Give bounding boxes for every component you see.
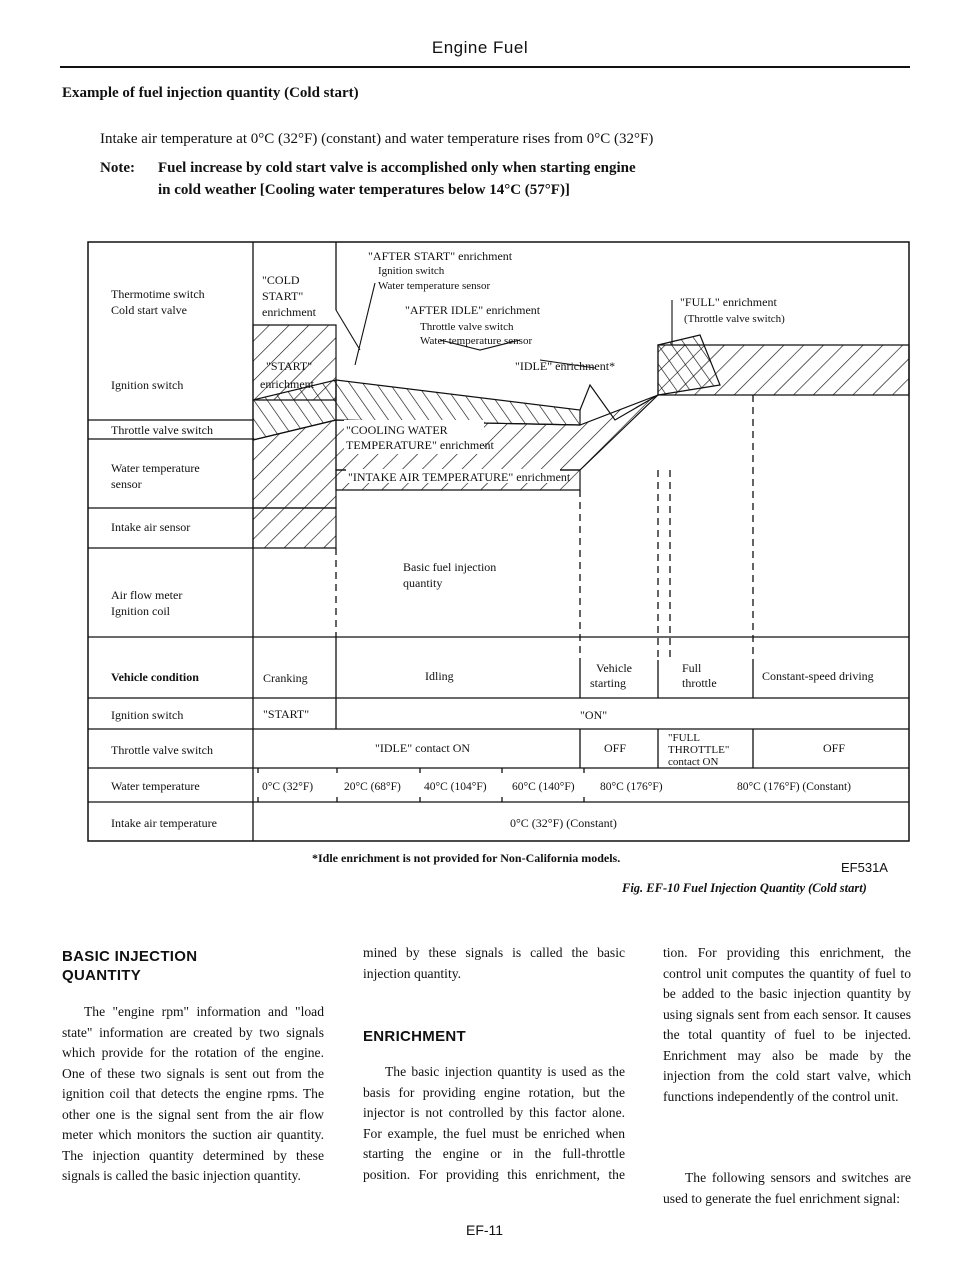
enrichment-heading: ENRICHMENT [363,1028,466,1045]
condition-text: Intake air temperature at 0°C (32°F) (constant) and water temperature rises from 0°C (32°F) [100,131,654,147]
basic-paragraph-continued: mined by these signals is called the basic injection quantity. [363,945,625,981]
basic-heading-line-2: QUANTITY [62,967,142,984]
page-header: Engine Fuel [431,38,529,57]
water-temp-0: 0°C (32°F) [262,781,314,793]
full-sub-label: (Throttle valve switch) [684,313,785,325]
page-number: EF-11 [466,1222,504,1238]
row-label-thermotime: Thermotime switch [111,287,205,301]
after-idle-item-2: Water temperature sensor [420,335,533,347]
constant-speed-cell: Constant-speed driving [762,669,874,683]
cranking-cell: Cranking [263,671,308,685]
after-start-label: "AFTER START" enrichment [368,249,513,263]
ignition-start-cell: "START" [263,707,310,721]
note-label: Note: [100,160,135,176]
throttle-off-cell: OFF [604,741,627,755]
column-2 [363,943,625,1184]
figure-code: EF531A [841,860,888,875]
row-label-water-1: Water temperature [111,461,200,475]
water-temp-60: 60°C (140°F) [512,781,575,793]
vehicle-starting-2: starting [590,676,626,690]
ignition-on-cell: "ON" [580,708,608,722]
full-label: "FULL" enrichment [680,295,777,309]
row-label-water-2: sensor [111,477,142,491]
idle-contact-cell: "IDLE" contact ON [375,741,471,755]
water-temperature-label: Water temperature [111,779,200,793]
after-idle-label: "AFTER IDLE" enrichment [405,303,541,317]
enrichment-paragraph: The basic injection quantity is used as the basis for providing engine rotation, but the injector is not controlled by this factor alone. For example, the fuel must be enriched when starting the engine or in the full-throttle position. For providing this enrichment, the [363,1064,625,1182]
full-throttle-2: throttle [682,676,717,690]
basic-label-2: quantity [403,576,443,590]
vehicle-condition-label: Vehicle condition [111,670,199,684]
intake-air-temp-value: 0°C (32°F) (Constant) [510,816,617,830]
idling-cell: Idling [425,669,454,683]
intake-air-temp-label: Intake air temperature [111,816,217,830]
start-label-2: enrichment [260,377,314,391]
start-label-1: "START" [266,359,313,373]
ignition-switch-label: Ignition switch [111,708,184,722]
cold-start-label-3: enrichment [262,305,316,319]
full-throttle-contact-2: THROTTLE" [668,744,730,756]
cold-start-label-2: START" [262,289,304,303]
row-label-ignition: Ignition switch [111,378,184,392]
full-throttle-contact-3: contact ON [668,756,719,768]
vehicle-starting-1: Vehicle [596,661,632,675]
water-temp-20: 20°C (68°F) [344,781,401,793]
after-idle-item-1: Throttle valve switch [420,321,514,333]
cooling-label-2: TEMPERATURE" enrichment [346,438,494,452]
water-temp-40: 40°C (104°F) [424,781,487,793]
figure-caption: Fig. EF-10 Fuel Injection Quantity (Cold start) [622,881,867,895]
row-label-intake: Intake air sensor [111,520,191,534]
note-line-2: in cold weather [Cooling water temperatures below 14°C (57°F)] [158,182,570,198]
water-temp-constant: 80°C (176°F) (Constant) [737,781,851,793]
throttle-off2-cell: OFF [823,741,846,755]
full-throttle-contact-1: "FULL [668,732,700,744]
enrichment-paragraph-continued: tion. For providing this enrichment, the control unit computes the quantity of fuel to be added to the basic injection quantity by using signals sent from each sensor. It causes the total quantity of fuel to be injected. Enrichment may also be made by the injection from the cold start valve, which functions independently of the control unit. [663,945,911,1104]
row-label-airflow-2: Ignition coil [111,604,170,618]
diagram-footnote: *Idle enrichment is not provided for Non-California models. [312,851,621,865]
water-temp-80: 80°C (176°F) [600,781,663,793]
note-line-1: Fuel increase by cold start valve is accomplished only when starting engine [158,160,636,176]
basic-label-1: Basic fuel injection [403,560,497,574]
basic-paragraph: The "engine rpm" information and "load state" information are created by two signals which provide for the rotation of the engine. One of these two signals is sent out from the ignition coil that detects the engine rpms. The other one is the signal sent from the air flow meter which monitors the suction air quantity. The injection quantity determined by these signals is called the basic injection quantity. [62,1004,324,1183]
full-throttle-1: Full [682,661,702,675]
idle-label: "IDLE" enrichment* [515,359,616,373]
after-start-item-1: Ignition switch [378,265,445,277]
intake-air-label: "INTAKE AIR TEMPERATURE" enrichment [348,470,571,484]
row-label-throttle: Throttle valve switch [111,423,213,437]
row-label-cold-start-valve: Cold start valve [111,303,187,317]
cold-start-label-1: "COLD [262,273,300,287]
sensors-paragraph: The following sensors and switches are used to generate the fuel enrichment signal: [663,1170,911,1206]
row-label-airflow-1: Air flow meter [111,588,183,602]
basic-injection-heading [62,947,197,985]
column-3 [663,943,911,1209]
example-heading: Example of fuel injection quantity (Cold start) [62,85,359,101]
cooling-label-1: "COOLING WATER [346,423,448,437]
basic-paragraph-column-1 [62,1002,324,1186]
basic-heading-line-1: BASIC INJECTION [62,948,198,965]
after-start-item-2: Water temperature sensor [378,280,491,292]
throttle-valve-label: Throttle valve switch [111,743,213,757]
